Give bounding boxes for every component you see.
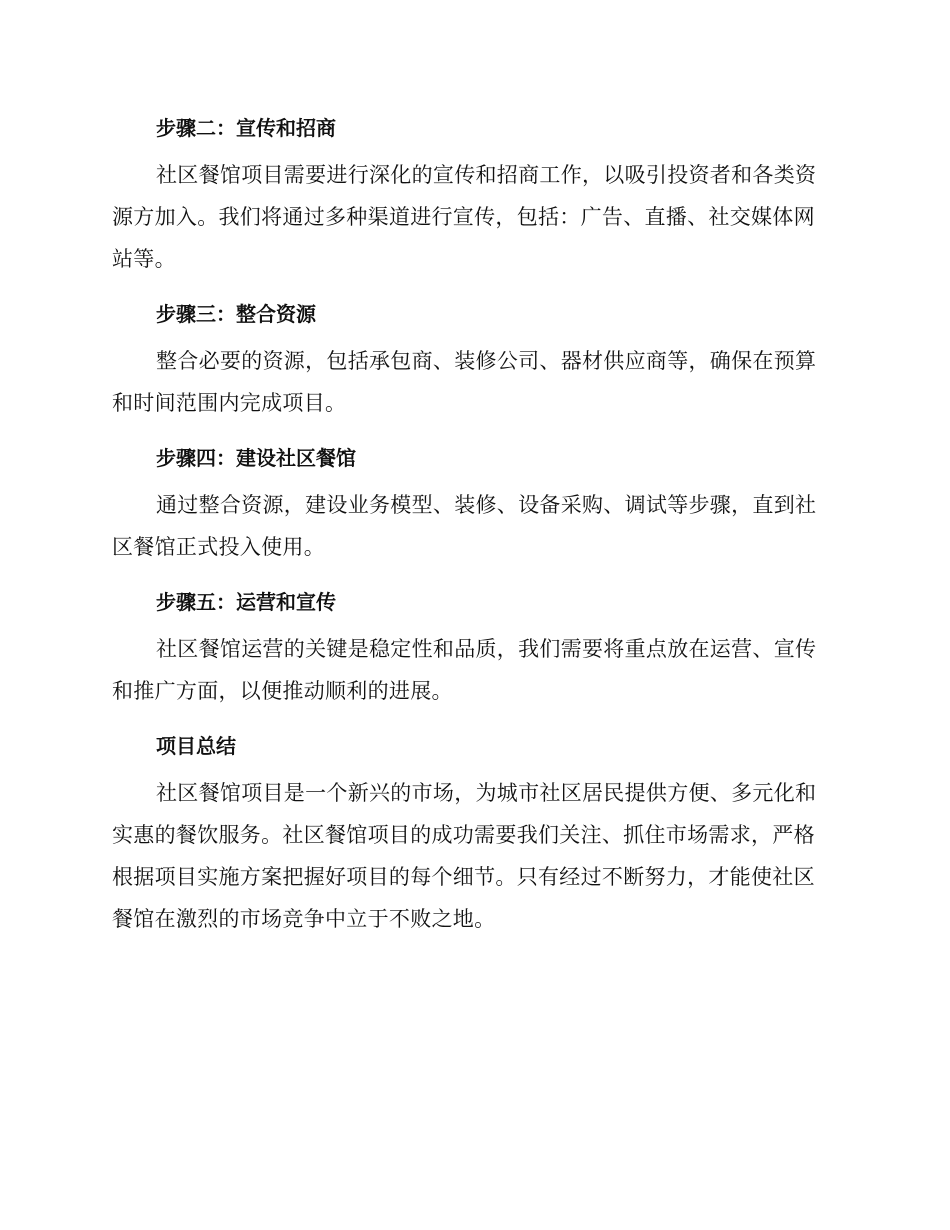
section-paragraph: 通过整合资源，建设业务模型、装修、设备采购、调试等步骤，直到社区餐馆正式投入使用。 [112, 493, 817, 559]
section-paragraph: 社区餐馆运营的关键是稳定性和品质，我们需要将重点放在运营、宣传和推广方面，以便推动顺利的进展。 [112, 637, 817, 703]
section-heading: 步骤四：建设社区餐馆 [156, 446, 356, 470]
section-paragraph: 社区餐馆项目需要进行深化的宣传和招商工作，以吸引投资者和各类资源方加入。我们将通过多种渠道进行宣传，包括：广告、直播、社交媒体网站等。 [112, 163, 817, 271]
section-paragraph: 社区餐馆项目是一个新兴的市场，为城市社区居民提供方便、多元化和实惠的餐饮服务。社区餐馆项目的成功需要我们关注、抓住市场需求，严格根据项目实施方案把握好项目的每个细节。只有经过不断努力，才能使社区餐馆在激烈的市场竞争中立于不败之地。 [112, 781, 817, 931]
section-heading: 项目总结 [156, 734, 236, 758]
section-heading: 步骤二：宣传和招商 [156, 116, 336, 140]
section-summary [112, 728, 832, 940]
section-step-four [112, 440, 832, 568]
section-step-three [112, 296, 832, 424]
section-heading: 步骤五：运营和宣传 [156, 590, 336, 614]
section-heading: 步骤三：整合资源 [156, 302, 316, 326]
section-paragraph: 整合必要的资源，包括承包商、装修公司、器材供应商等，确保在预算和时间范围内完成项目。 [112, 349, 817, 415]
section-step-five [112, 584, 832, 712]
section-step-two [112, 110, 832, 280]
document-body [112, 110, 832, 956]
